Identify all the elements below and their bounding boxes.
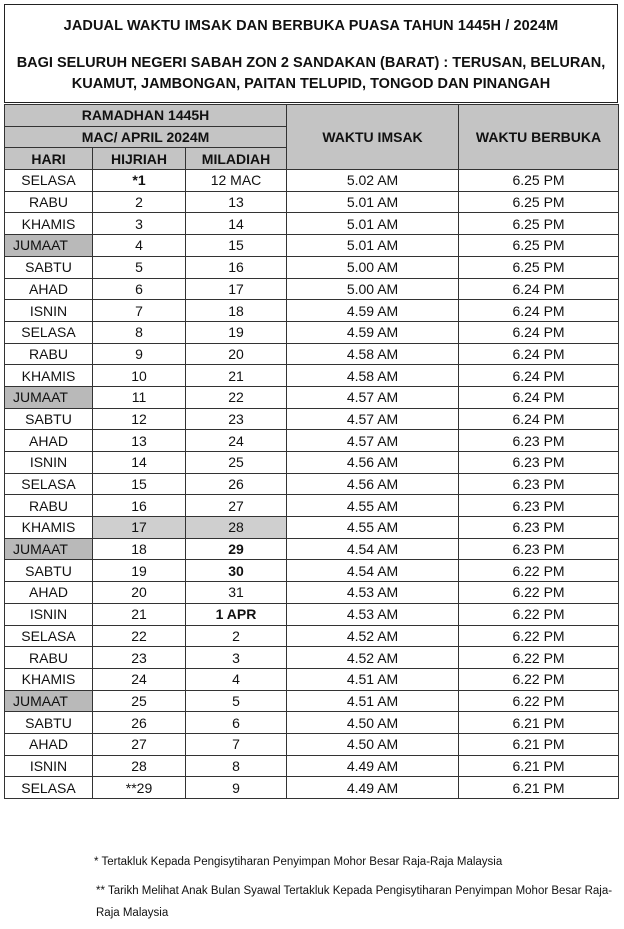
table-row [5, 256, 619, 278]
cell-hari: ISNIN [5, 300, 93, 322]
cell-hijriah: **29 [93, 777, 186, 799]
cell-waktu-berbuka: 6.22 PM [459, 603, 619, 625]
cell-waktu-imsak: 5.02 AM [287, 170, 459, 192]
cell-hari: RABU [5, 495, 93, 517]
cell-waktu-berbuka: 6.22 PM [459, 560, 619, 582]
cell-waktu-berbuka: 6.25 PM [459, 191, 619, 213]
cell-miladiah: 22 [186, 386, 287, 408]
cell-hijriah: 2 [93, 191, 186, 213]
cell-waktu-imsak: 5.01 AM [287, 235, 459, 257]
cell-waktu-imsak: 4.51 AM [287, 690, 459, 712]
cell-hari: SABTU [5, 408, 93, 430]
cell-hijriah: 4 [93, 235, 186, 257]
cell-waktu-berbuka: 6.24 PM [459, 321, 619, 343]
cell-hijriah: 21 [93, 603, 186, 625]
cell-waktu-imsak: 4.51 AM [287, 668, 459, 690]
cell-waktu-berbuka: 6.25 PM [459, 213, 619, 235]
cell-hari: ISNIN [5, 755, 93, 777]
cell-hijriah: 22 [93, 625, 186, 647]
table-row [5, 603, 619, 625]
header-hijriah: HIJRIAH [93, 148, 186, 170]
cell-hijriah: 19 [93, 560, 186, 582]
cell-hijriah: 9 [93, 343, 186, 365]
cell-waktu-imsak: 4.50 AM [287, 733, 459, 755]
cell-miladiah: 13 [186, 191, 287, 213]
table-row [5, 517, 619, 539]
cell-waktu-imsak: 4.57 AM [287, 408, 459, 430]
table-row [5, 647, 619, 669]
cell-hari: SABTU [5, 712, 93, 734]
cell-hijriah: 26 [93, 712, 186, 734]
cell-hijriah: 10 [93, 365, 186, 387]
cell-waktu-imsak: 4.57 AM [287, 430, 459, 452]
cell-miladiah: 29 [186, 538, 287, 560]
cell-hari: KHAMIS [5, 365, 93, 387]
table-row [5, 408, 619, 430]
cell-hijriah: 20 [93, 582, 186, 604]
cell-waktu-berbuka: 6.23 PM [459, 517, 619, 539]
schedule-table-header [5, 105, 619, 170]
cell-hari: ISNIN [5, 452, 93, 474]
table-row [5, 625, 619, 647]
table-row [5, 365, 619, 387]
cell-hijriah: 12 [93, 408, 186, 430]
table-row [5, 690, 619, 712]
cell-miladiah: 25 [186, 452, 287, 474]
cell-miladiah: 31 [186, 582, 287, 604]
cell-waktu-imsak: 4.57 AM [287, 386, 459, 408]
cell-hari: SELASA [5, 170, 93, 192]
table-row [5, 213, 619, 235]
cell-hari: JUMAAT [5, 538, 93, 560]
page-title: JADUAL WAKTU IMSAK DAN BERBUKA PUASA TAHUN 1445H / 2024M [63, 18, 559, 34]
cell-miladiah: 20 [186, 343, 287, 365]
cell-waktu-imsak: 5.01 AM [287, 213, 459, 235]
cell-waktu-imsak: 4.55 AM [287, 517, 459, 539]
cell-miladiah: 21 [186, 365, 287, 387]
cell-waktu-imsak: 5.00 AM [287, 278, 459, 300]
header-month: MAC/ APRIL 2024M [5, 126, 287, 148]
cell-hari: SABTU [5, 256, 93, 278]
cell-hijriah: 3 [93, 213, 186, 235]
table-row [5, 777, 619, 799]
cell-miladiah: 2 [186, 625, 287, 647]
cell-hari: SELASA [5, 473, 93, 495]
cell-waktu-imsak: 4.54 AM [287, 560, 459, 582]
table-row [5, 191, 619, 213]
cell-hijriah: 25 [93, 690, 186, 712]
cell-hari: RABU [5, 343, 93, 365]
table-row [5, 712, 619, 734]
header-waktu-berbuka: WAKTU BERBUKA [459, 105, 619, 170]
table-row [5, 386, 619, 408]
cell-hari: SELASA [5, 777, 93, 799]
cell-waktu-berbuka: 6.23 PM [459, 430, 619, 452]
cell-hijriah: 15 [93, 473, 186, 495]
cell-hijriah: 24 [93, 668, 186, 690]
cell-miladiah: 9 [186, 777, 287, 799]
table-row [5, 321, 619, 343]
cell-miladiah: 23 [186, 408, 287, 430]
cell-waktu-berbuka: 6.24 PM [459, 365, 619, 387]
cell-waktu-berbuka: 6.24 PM [459, 300, 619, 322]
table-row [5, 473, 619, 495]
cell-hari: AHAD [5, 582, 93, 604]
cell-hari: SELASA [5, 625, 93, 647]
table-row [5, 495, 619, 517]
table-row [5, 582, 619, 604]
header-hari: HARI [5, 148, 93, 170]
cell-miladiah: 12 MAC [186, 170, 287, 192]
zone-subtitle-line-1: BAGI SELURUH NEGERI SABAH ZON 2 SANDAKAN (BARAT) : TERUSAN, BELURAN, [16, 55, 606, 71]
cell-waktu-berbuka: 6.25 PM [459, 170, 619, 192]
cell-waktu-imsak: 4.58 AM [287, 365, 459, 387]
cell-hari: KHAMIS [5, 213, 93, 235]
cell-miladiah: 1 APR [186, 603, 287, 625]
cell-waktu-imsak: 4.54 AM [287, 538, 459, 560]
cell-hijriah: 28 [93, 755, 186, 777]
table-row [5, 452, 619, 474]
table-row [5, 733, 619, 755]
cell-miladiah: 3 [186, 647, 287, 669]
cell-miladiah: 8 [186, 755, 287, 777]
cell-waktu-berbuka: 6.22 PM [459, 668, 619, 690]
cell-waktu-imsak: 4.52 AM [287, 647, 459, 669]
cell-hijriah: 6 [93, 278, 186, 300]
cell-hari: KHAMIS [5, 517, 93, 539]
cell-miladiah: 27 [186, 495, 287, 517]
table-row [5, 755, 619, 777]
table-row [5, 278, 619, 300]
cell-waktu-imsak: 4.58 AM [287, 343, 459, 365]
cell-miladiah: 30 [186, 560, 287, 582]
cell-waktu-imsak: 5.00 AM [287, 256, 459, 278]
cell-waktu-imsak: 4.56 AM [287, 452, 459, 474]
cell-waktu-berbuka: 6.22 PM [459, 690, 619, 712]
table-row [5, 560, 619, 582]
table-row [5, 538, 619, 560]
cell-miladiah: 5 [186, 690, 287, 712]
cell-hari: JUMAAT [5, 690, 93, 712]
cell-waktu-berbuka: 6.22 PM [459, 647, 619, 669]
cell-hijriah: 27 [93, 733, 186, 755]
cell-waktu-imsak: 4.59 AM [287, 300, 459, 322]
cell-waktu-berbuka: 6.24 PM [459, 408, 619, 430]
cell-hari: KHAMIS [5, 668, 93, 690]
cell-waktu-berbuka: 6.24 PM [459, 343, 619, 365]
cell-hijriah: 18 [93, 538, 186, 560]
cell-hijriah: 14 [93, 452, 186, 474]
cell-waktu-imsak: 4.49 AM [287, 777, 459, 799]
cell-miladiah: 4 [186, 668, 287, 690]
cell-waktu-berbuka: 6.21 PM [459, 712, 619, 734]
table-row [5, 343, 619, 365]
zone-subtitle-line-2: KUAMUT, JAMBONGAN, PAITAN TELUPID, TONGOD DAN PINANGAH [71, 76, 551, 92]
cell-hari: JUMAAT [5, 235, 93, 257]
cell-hari: ISNIN [5, 603, 93, 625]
cell-waktu-imsak: 4.50 AM [287, 712, 459, 734]
cell-waktu-imsak: 4.49 AM [287, 755, 459, 777]
cell-hari: SELASA [5, 321, 93, 343]
footnote-2: ** Tarikh Melihat Anak Bulan Syawal Tertakluk Kepada Pengisytiharan Penyimpan Mohor Besar Raja-Raja Malaysia [96, 885, 613, 919]
cell-miladiah: 7 [186, 733, 287, 755]
schedule-table [4, 104, 619, 799]
cell-hari: RABU [5, 647, 93, 669]
table-row [5, 235, 619, 257]
cell-waktu-berbuka: 6.23 PM [459, 473, 619, 495]
cell-waktu-imsak: 4.53 AM [287, 582, 459, 604]
zone-subtitle [5, 53, 617, 95]
cell-waktu-berbuka: 6.23 PM [459, 452, 619, 474]
cell-waktu-imsak: 4.55 AM [287, 495, 459, 517]
title-box [4, 4, 618, 103]
cell-waktu-berbuka: 6.22 PM [459, 625, 619, 647]
cell-hijriah: 8 [93, 321, 186, 343]
cell-waktu-imsak: 5.01 AM [287, 191, 459, 213]
cell-hijriah: *1 [93, 170, 186, 192]
cell-hari: SABTU [5, 560, 93, 582]
cell-waktu-berbuka: 6.25 PM [459, 256, 619, 278]
cell-waktu-berbuka: 6.21 PM [459, 733, 619, 755]
header-ramadhan: RAMADHAN 1445H [5, 105, 287, 127]
cell-hari: JUMAAT [5, 386, 93, 408]
table-row [5, 668, 619, 690]
cell-miladiah: 19 [186, 321, 287, 343]
cell-waktu-berbuka: 6.23 PM [459, 495, 619, 517]
cell-hari: AHAD [5, 278, 93, 300]
cell-waktu-berbuka: 6.24 PM [459, 278, 619, 300]
cell-waktu-berbuka: 6.21 PM [459, 777, 619, 799]
table-row [5, 300, 619, 322]
cell-waktu-berbuka: 6.25 PM [459, 235, 619, 257]
cell-miladiah: 16 [186, 256, 287, 278]
cell-waktu-imsak: 4.52 AM [287, 625, 459, 647]
cell-hijriah: 16 [93, 495, 186, 517]
table-row [5, 170, 619, 192]
cell-waktu-berbuka: 6.21 PM [459, 755, 619, 777]
header-miladiah: MILADIAH [186, 148, 287, 170]
cell-hijriah: 5 [93, 256, 186, 278]
cell-hijriah: 7 [93, 300, 186, 322]
cell-waktu-berbuka: 6.23 PM [459, 538, 619, 560]
header-waktu-imsak: WAKTU IMSAK [287, 105, 459, 170]
cell-miladiah: 14 [186, 213, 287, 235]
table-row [5, 430, 619, 452]
footnote-1: * Tertakluk Kepada Pengisytiharan Penyimpan Mohor Besar Raja-Raja Malaysia [94, 856, 503, 868]
cell-miladiah: 24 [186, 430, 287, 452]
cell-waktu-imsak: 4.53 AM [287, 603, 459, 625]
cell-hari: AHAD [5, 733, 93, 755]
cell-miladiah: 28 [186, 517, 287, 539]
cell-hijriah: 23 [93, 647, 186, 669]
schedule-table-body [5, 170, 619, 799]
cell-miladiah: 6 [186, 712, 287, 734]
cell-waktu-imsak: 4.56 AM [287, 473, 459, 495]
cell-waktu-imsak: 4.59 AM [287, 321, 459, 343]
cell-hijriah: 11 [93, 386, 186, 408]
cell-miladiah: 15 [186, 235, 287, 257]
cell-hijriah: 17 [93, 517, 186, 539]
cell-waktu-berbuka: 6.24 PM [459, 386, 619, 408]
cell-miladiah: 26 [186, 473, 287, 495]
cell-miladiah: 18 [186, 300, 287, 322]
cell-waktu-berbuka: 6.22 PM [459, 582, 619, 604]
cell-hari: RABU [5, 191, 93, 213]
cell-hijriah: 13 [93, 430, 186, 452]
cell-hari: AHAD [5, 430, 93, 452]
cell-miladiah: 17 [186, 278, 287, 300]
